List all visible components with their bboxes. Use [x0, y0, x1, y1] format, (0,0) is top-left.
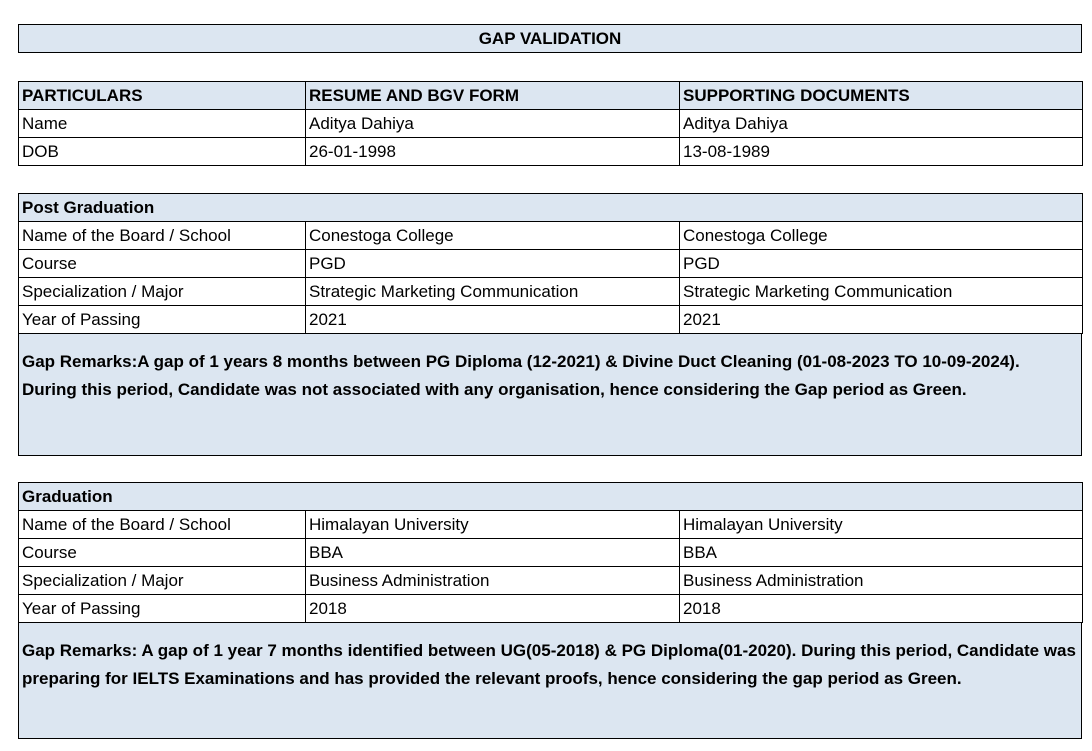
table-row [19, 511, 1083, 539]
post-graduation-table [18, 193, 1083, 334]
section-heading-row [19, 483, 1083, 511]
section-heading: Graduation [19, 483, 1083, 511]
resume-value: Strategic Marketing Communication [306, 278, 680, 306]
resume-value: PGD [306, 250, 680, 278]
resume-value: Aditya Dahiya [306, 110, 680, 138]
supporting-value: Aditya Dahiya [680, 110, 1083, 138]
identity-table [18, 81, 1083, 166]
identity-section [18, 81, 1082, 166]
table-row [19, 595, 1083, 623]
supporting-value: Strategic Marketing Communication [680, 278, 1083, 306]
supporting-value: PGD [680, 250, 1083, 278]
resume-value: Conestoga College [306, 222, 680, 250]
supporting-value: 2021 [680, 306, 1083, 334]
row-label: Name of the Board / School [19, 511, 306, 539]
resume-value: Business Administration [306, 567, 680, 595]
header-particulars: PARTICULARS [19, 82, 306, 110]
row-label: Name of the Board / School [19, 222, 306, 250]
table-row [19, 222, 1083, 250]
gap-remarks: Gap Remarks: A gap of 1 year 7 months identified between UG(05-2018) & PG Diploma(01-2020). During this period, Candidate was preparing for IELTS Examinations and has provided the relevant proofs, hence considering the gap period as Green. [18, 623, 1082, 739]
supporting-value: Himalayan University [680, 511, 1083, 539]
row-label: Specialization / Major [19, 278, 306, 306]
gap-remarks: Gap Remarks:A gap of 1 years 8 months between PG Diploma (12-2021) & Divine Duct Cleaning (01-08-2023 TO 10-09-2024). During this period, Candidate was not associated with any organisation, hence considering the Gap period as Green. [18, 334, 1082, 456]
table-row [19, 138, 1083, 166]
resume-value: Himalayan University [306, 511, 680, 539]
row-label: Year of Passing [19, 306, 306, 334]
section-heading-row [19, 194, 1083, 222]
table-row [19, 306, 1083, 334]
table-row [19, 110, 1083, 138]
row-label: Specialization / Major [19, 567, 306, 595]
header-supporting-docs: SUPPORTING DOCUMENTS [680, 82, 1083, 110]
row-label: DOB [19, 138, 306, 166]
row-label: Year of Passing [19, 595, 306, 623]
resume-value: 2021 [306, 306, 680, 334]
graduation-table [18, 482, 1083, 623]
row-label: Course [19, 539, 306, 567]
post-graduation-section [18, 193, 1082, 456]
table-row [19, 250, 1083, 278]
table-row [19, 539, 1083, 567]
supporting-value: BBA [680, 539, 1083, 567]
header-resume-bgv: RESUME AND BGV FORM [306, 82, 680, 110]
table-row [19, 278, 1083, 306]
supporting-value: 13-08-1989 [680, 138, 1083, 166]
graduation-section [18, 482, 1082, 739]
resume-value: BBA [306, 539, 680, 567]
identity-header-row [19, 82, 1083, 110]
supporting-value: Business Administration [680, 567, 1083, 595]
row-label: Course [19, 250, 306, 278]
resume-value: 26-01-1998 [306, 138, 680, 166]
table-row [19, 567, 1083, 595]
page-title: GAP VALIDATION [18, 24, 1082, 53]
section-heading: Post Graduation [19, 194, 1083, 222]
resume-value: 2018 [306, 595, 680, 623]
supporting-value: Conestoga College [680, 222, 1083, 250]
row-label: Name [19, 110, 306, 138]
supporting-value: 2018 [680, 595, 1083, 623]
